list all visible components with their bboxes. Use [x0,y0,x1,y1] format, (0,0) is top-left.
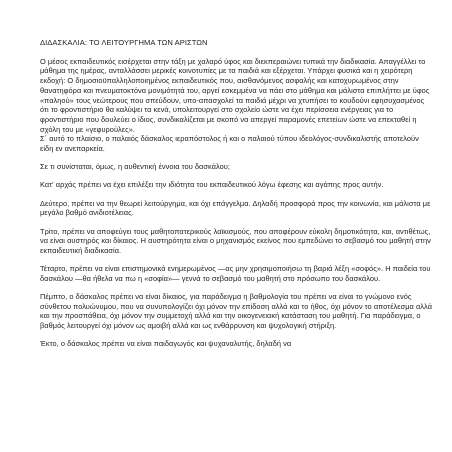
paragraph-7: Τέταρτο, πρέπει να είναι επιστημονικά ενημερωμένος —ας μην χρησιμοποιήσω τη βαριά λέξη «σοφός». Η παιδεία του δασκάλου —θα ήθελα να πω η «σοφία»— γεννά το σεβασμό του μαθητή στο πρόσωπο του δασκάλου. [40,264,431,283]
paragraph-6: Τρίτο, πρέπει να αποφεύγει τους μαθητοπατερικούς λαϊκισμούς, που αποφέρουν εύκολη δημοτικότητα, και, αντιθέτως, να είναι αυστηρός και δίκαιος. Η αυστηρότητα είναι ο μηχανισμός εκείνος που εμπεδώνει το σεβασμό του μαθητή στην εκπαιδευτική διαδικασία. [40,226,431,255]
paragraph-4: Κατ' αρχάς πρέπει να έχει επιλέξει την ιδιότητα του εκπαιδευτικού λόγω έφεσης και αγάπης προς αυτήν. [40,180,384,190]
paragraph-8: Πέμπτο, ο δάσκαλος πρέπει να είναι δίκαιος, για παράδειγμα η βαθμολογία του πρέπει να είναι το γνώμονο ενός σύνθετου πολυώνυμου, που να συνυπολογίζει όχι μόνον την επίδοση αλλά και το ήθος, όχι μόνον το αποτέλεσμα αλλά και την προσπάθεια, όχι μόνον την συμμετοχή αλλά και την οικογενειακή κατάσταση του μαθητή. Για παράδειγμα, ο βαθμός λειτουργεί όχι μόνον ως αμοιβή αλλά και ως ενθάρρυνση και ψυχολογική στήριξη. [40,292,433,331]
paragraph-2: Σ΄ αυτό το πλαίσιο, ο παλαιός δάσκαλος ιεραπόστολος ή και ο παλαιού τύπου ιδεολόγος-συνδικαλιστής αποτελούν είδη εν ανεπαρκεία. [40,134,419,154]
paragraph-9: Έκτο, ο δάσκαλος πρέπει να είναι παιδαγωγός και ψυχαναλυτής, δηλαδή να [40,339,292,349]
document-body [40,38,432,358]
paragraph-1: Ο μέσος εκπαιδευτικός εισέρχεται στην τάξη με χαλαρό ύφος και διεκπεραιώνει τυπικά την διαδικασία. Απαγγέλλει το μάθημα της ημέρας, ανταλλάσσει μερικές κοινοτυπίες με τα παιδιά και εξέρχεται. Υπάρχει φυσικά και η χειρότερη εκδοχή: Ο δημοσιοϋπαλληλοποιημένος εκπαιδευτικός που, αισθανόμενος ασφαλής και κατοχυρωμένος στην θανατηφόρα και πνευματοκτόνα μονιμότητά του, αργεί εσκεμμένα να πάει στο μάθημα και μάλιστα επιπλήττει με ύφος «παληού» τους νεώτερους που σπεύδουν, υπο-απασχολεί τα παιδιά μέχρι να χτυπήσει το κουδούνι εφησυχασμένος ότι το φροντιστήριο θα καλύψει τα κενά, υπολειτουργεί στο σχολείο ώστε να έχει περίσσεια ενέργειας για το φροντιστήριο που δουλεύει ο ίδιος, συνδικαλίζεται με σκοπό να απεργεί παραμονές επετείων ώστε να επεκταθεί η σχόλη του με «γεφυρούλες». [40,56,430,134]
document-title: ΔΙΔΑΣΚΑΛΙΑ: ΤΟ ΛΕΙΤΟΥΡΓΗΜΑ ΤΩΝ ΑΡΙΣΤΩΝ [40,38,208,47]
paragraph-5: Δεύτερο, πρέπει να την θεωρεί λειτούργημα, και όχι επάγγελμα. Δηλαδή προσφορά προς την κοινωνία, και μάλιστα με μεγάλο βαθμό ανιδιοτέλειας. [40,198,431,218]
paragraph-3: Σε τι συνίσταται, όμως, η αυθεντική έννοια του δασκάλου; [40,162,230,172]
